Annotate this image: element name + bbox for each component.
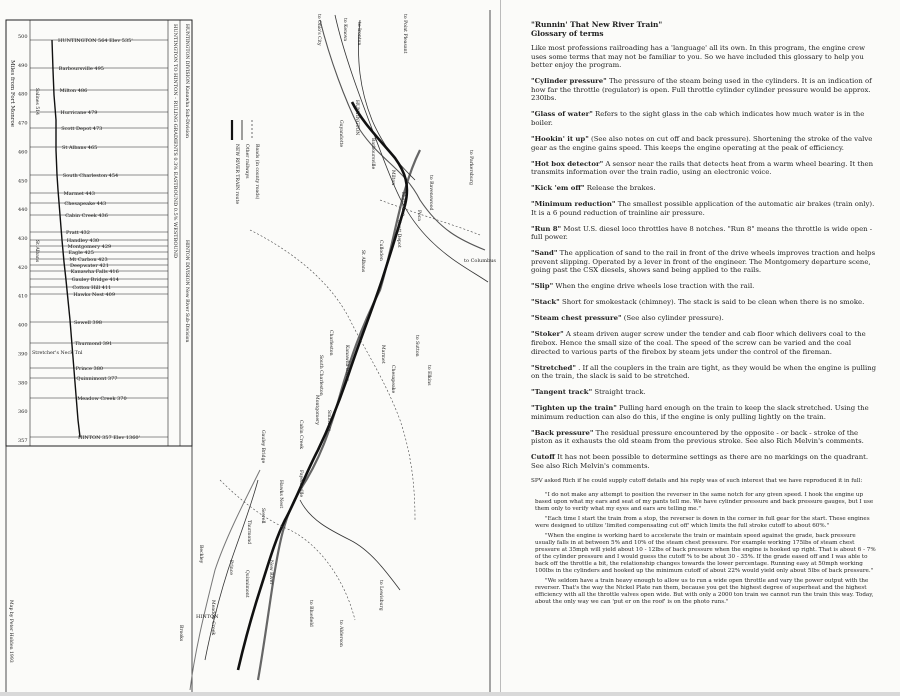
glossary-definition: . If all the couplers in the train are tight, as they would be when the engine is pulling on the train, the slack is said to be stretched. bbox=[531, 363, 877, 381]
station-label: Mt Carbon 423 bbox=[69, 257, 108, 263]
glossary-subtitle: Glossary of terms bbox=[531, 29, 604, 38]
milepost-tick: 410 bbox=[18, 293, 28, 300]
map-place-label: Montgomery bbox=[314, 395, 319, 425]
right-page-glossary bbox=[501, 0, 900, 692]
station-label: Milton 486 bbox=[59, 88, 88, 94]
station-label: Gauley Bridge 414 bbox=[71, 277, 119, 283]
map-place-label: Meadow Creek bbox=[210, 600, 215, 636]
glossary-definition: Refers to the sight glass in the cab which indicates how much water is in the boiler. bbox=[531, 110, 865, 127]
rich-melvin-quote: "Each time I start the train from a stop, the reverser is down in the corner in full gear for the start. These engines were designed to utilize 'limited compensating cut off' which limits the full stroke cutoff to about 60%." bbox=[535, 515, 870, 529]
map-place-label: to Ravenswood bbox=[428, 175, 433, 211]
glossary-entry bbox=[531, 298, 881, 307]
glossary-intro: Like most professions railroading has a 'language' all its own. In this program, the engine crew uses some terms that may not be familiar to you. So we have included this glossary to help you better enjoy the program. bbox=[531, 44, 866, 70]
profile-header-sub2: HINTON DIVISION New River Sub-Division bbox=[184, 240, 189, 343]
station-label: Pratt 432 bbox=[66, 230, 90, 236]
milepost-tick: 490 bbox=[18, 62, 28, 69]
map-place-label: Beckley bbox=[198, 545, 203, 564]
station-label: Chesapeake 443 bbox=[64, 201, 107, 207]
station-label: Marmet 443 bbox=[63, 191, 95, 197]
milepost-tick: 450 bbox=[18, 178, 28, 185]
glossary-quotes bbox=[531, 492, 881, 606]
glossary-term: "Glass of water" bbox=[531, 110, 593, 119]
map-place-label: Sewell bbox=[260, 508, 265, 524]
legend-item: NEW RIVER TRAIN route bbox=[234, 144, 239, 205]
station-label: Cotton Hill 411 bbox=[72, 285, 112, 291]
milepost-tick: 500 bbox=[18, 34, 28, 40]
glossary-definition: Pulling hard enough on the train to keep the slack stretched. Using the minimum reduction can also do this, if the engine is only pulling lightly on the train. bbox=[531, 404, 869, 421]
milepost-tick: 400 bbox=[18, 322, 28, 329]
glossary-definition: Short for smokestack (chimney). The stack is said to be clean when there is no smoke. bbox=[559, 298, 865, 307]
map-credit: Map by Peter Holden 1993 bbox=[8, 600, 13, 663]
glossary-entry bbox=[531, 429, 881, 446]
glossary-term: "Steam chest pressure" bbox=[531, 314, 622, 323]
legend-item: Other railways bbox=[244, 144, 249, 179]
profile-header-main: HUNTINGTON TO HINTON - RULING GRADIENTS 0.3% EASTBOUND 0.5% WESTBOUND bbox=[172, 24, 178, 259]
glossary-definition: Straight track. bbox=[592, 388, 646, 397]
glossary-title: "Runnin' That New River Train" bbox=[531, 20, 663, 29]
milepost-tick: 460 bbox=[18, 149, 28, 156]
station-label: Prince 380 bbox=[75, 366, 104, 372]
glossary-term: "Run 8" bbox=[531, 224, 562, 233]
glossary-definition: The smallest possible application of the automatic air brakes (train only). It is a 6 pound reduction of trainline air pressure. bbox=[531, 200, 875, 217]
map-place-label: to Lewisburg bbox=[378, 580, 383, 611]
station-label: Cabin Creek 436 bbox=[65, 213, 108, 219]
station-label: Handley 430 bbox=[66, 238, 100, 244]
milepost-axis-label: Miles from Fort Monroe bbox=[9, 60, 15, 128]
map-place-label: to Ironton bbox=[356, 22, 361, 46]
station-label: Hurricane 479 bbox=[60, 110, 98, 116]
map-place-label: Poca bbox=[416, 210, 421, 221]
tunnel-label: Stretcher's Neck Tnl bbox=[32, 351, 83, 356]
map-place-label: Gauley Bridge bbox=[260, 430, 265, 464]
map-place-label: Thurmond bbox=[246, 520, 251, 545]
glossary-definition: It has not been possible to determine settings as there are no markings on the quadrant. See also Rich Melvin's comments. bbox=[531, 453, 869, 470]
glossary-entry bbox=[531, 225, 881, 242]
milepost-tick: 360 bbox=[18, 409, 28, 416]
glossary-definition: The application of sand to the rail in front of the drive wheels improves traction and helps prevent slipping. Operated by a lever in front of the engineer. The Montgomery departure scene, going past the CSX diesels, shows sand being applied to the rails. bbox=[531, 249, 876, 275]
glossary-term: "Cylinder pressure" bbox=[531, 77, 607, 86]
station-label: Sewell 398 bbox=[74, 320, 102, 326]
glossary-entry bbox=[531, 249, 881, 275]
glossary-entry bbox=[531, 184, 881, 193]
glossary-entry bbox=[531, 160, 881, 177]
road bbox=[220, 480, 355, 620]
glossary-term: "Stack" bbox=[531, 298, 560, 307]
map-place-label: to Columbus bbox=[464, 258, 496, 264]
other-railway bbox=[300, 500, 400, 590]
map-place-label: Milton bbox=[390, 170, 395, 186]
other-railway bbox=[335, 15, 488, 282]
glossary-term: "Sand" bbox=[531, 249, 558, 258]
glossary-definition: Release the brakes. bbox=[584, 184, 656, 193]
rich-melvin-quote: "When the engine is working hard to accelerate the train or maintain speed against the grade, back pressure usually falls in at between 5% and 10% of the steam chest pressure. For example working 175lbs of steam chest pressure at 35mph will yield about 10 - 12lbs of back pressure when the engine is hooked up right. That is about 6 - 7% of the cylinder pressure and I would guess the cutoff % to be about 30 - 35%. If the grade eased off and I was able to back off the throttle a bit, the relationship changes towards the lower percentage. Running easy at 50mph working 100lbs in the cylinders and hooked up the minimum cutoff of about 22% would yield only about 5lbs of back pressure." bbox=[535, 532, 876, 574]
glossary-term: "Tangent track" bbox=[531, 388, 593, 397]
profile-frame bbox=[6, 20, 192, 446]
glossary-entry bbox=[531, 314, 881, 323]
map-place-label: Kanawha River bbox=[344, 345, 349, 381]
glossary-term: "Tighten up the train" bbox=[531, 404, 617, 413]
map-place-label: Fayetteville bbox=[298, 470, 303, 498]
glossary-definition: The pressure of the steam being used in the cylinders. It is an indication of how far the throttle (regulator) is open. Full throttle cylinder cylinder pressure would be approx. 230lbs. bbox=[531, 77, 872, 103]
map-place-label: Culloden bbox=[378, 240, 383, 261]
station-label: Meadow Creek 370 bbox=[77, 396, 127, 402]
glossary-entry bbox=[531, 77, 881, 103]
station-label: Thurmond 391 bbox=[74, 341, 113, 347]
station-label: Deepwater 421 bbox=[70, 263, 109, 269]
map-place-label: Hawks Nest bbox=[278, 480, 283, 509]
glossary-term: "Hot box detector" bbox=[531, 159, 604, 168]
station-label: Montgomery 429 bbox=[67, 244, 112, 250]
station-label: HUNTINGTON 564 Elev 535' bbox=[58, 38, 133, 44]
map-place-label: to Kenova bbox=[342, 18, 347, 42]
map-place-label: HUNTINGTON bbox=[354, 100, 359, 136]
map-place-label: to Sutton bbox=[414, 335, 419, 357]
station-label: South Charleston 454 bbox=[62, 173, 119, 179]
map-place-label: New River bbox=[268, 560, 273, 585]
map-place-label: Chesapeake bbox=[390, 365, 395, 394]
map-place-label: Quinnimont bbox=[244, 570, 249, 598]
milepost-tick: 357 bbox=[18, 438, 28, 444]
map-place-label: Marmet bbox=[380, 345, 385, 364]
milepost-tick: 390 bbox=[18, 351, 28, 358]
glossary-term: "Hookin' it up" bbox=[531, 134, 589, 143]
station-label: Kanawha Falls 416 bbox=[70, 269, 119, 275]
glossary-definition: The residual pressure encountered by the opposite - or back - stroke of the piston as it exhausts the old steam from the previous stroke. See also Rich Melvin's comments. bbox=[531, 428, 864, 446]
map-place-label: to Ohio's City bbox=[316, 14, 321, 46]
map-place-label: Barboursville bbox=[370, 138, 375, 170]
map-place-label: Prince bbox=[228, 560, 233, 576]
station-label: HINTON 357 Elev 1360' bbox=[78, 435, 140, 441]
glossary-term: "Kick 'em off" bbox=[531, 184, 585, 193]
map-place-label: to Alderson bbox=[338, 620, 343, 647]
glossary-term: "Minimum reduction" bbox=[531, 200, 616, 209]
map-place-label: Guyandotte bbox=[338, 120, 343, 148]
map-place-label: Smithers bbox=[326, 410, 331, 432]
glossary-definition: (See also notes on cut off and back pressure). Shortening the stroke of the valve gear as the engine gains speed. This keeps the engine operating at the peak of efficiency. bbox=[531, 134, 873, 152]
milepost-tick: 440 bbox=[18, 207, 28, 214]
map-place-label: Hurricane bbox=[400, 192, 405, 216]
map-place-label: Charleston bbox=[328, 330, 333, 356]
glossary-definition: A steam driven auger screw under the tender and cab floor which delivers coal to the firebox. Hence the small size of the coal. The speed of the screw can be varied and the coal directed to various parts of the firebox by steam jets under the control of the fireman. bbox=[531, 330, 866, 356]
station-label: Scott Depot 473 bbox=[61, 126, 103, 132]
profile-side-label: Salines 514 bbox=[34, 88, 39, 116]
station-label: Barboursville 495 bbox=[58, 66, 104, 72]
glossary-definition: Most U.S. diesel loco throttles have 8 notches. "Run 8" means the throttle is wide open - full power. bbox=[531, 224, 873, 242]
milepost-tick: 470 bbox=[18, 120, 28, 127]
glossary-entry bbox=[531, 404, 881, 421]
station-label: Hawks Nest 409 bbox=[73, 292, 116, 298]
glossary-definition: When the engine drive wheels lose traction with the rail. bbox=[553, 282, 755, 291]
glossary-column bbox=[531, 20, 881, 609]
glossary-entry bbox=[531, 135, 881, 152]
glossary-note: SPV asked Rich if he could supply cutoff details and his reply was of such interest that we have reproduced it in full: bbox=[531, 477, 863, 484]
glossary-heading bbox=[531, 20, 881, 38]
map-place-label: to Bluefield bbox=[308, 600, 313, 627]
glossary-entry bbox=[531, 453, 881, 470]
map-place-label: Scott Depot bbox=[396, 220, 401, 248]
glossary-term: Cutoff bbox=[531, 453, 555, 462]
map-place-label: Cabin Creek bbox=[298, 420, 303, 450]
milepost-tick: 420 bbox=[18, 264, 28, 271]
glossary-entry bbox=[531, 110, 881, 127]
map-legend bbox=[232, 120, 261, 204]
glossary-entry bbox=[531, 330, 881, 356]
station-label: St Albans 465 bbox=[62, 145, 98, 151]
glossary-entry bbox=[531, 364, 881, 381]
rich-melvin-quote: "I do not make any attempt to position the reverser in the same notch for any given speed. I hook the engine up based upon what my ears and seat of my pants tell me. We have cylinder pressure and back pressure gauges, but I use them only to verify what my eyes and ears are telling me." bbox=[535, 491, 874, 512]
glossary-entry bbox=[531, 282, 881, 291]
glossary-term: "Stretched" bbox=[531, 363, 576, 372]
station-label: Quinnimont 377 bbox=[76, 376, 118, 382]
milepost-tick: 430 bbox=[18, 236, 28, 242]
milepost-tick: 480 bbox=[18, 91, 28, 98]
map-place-label: to Elkins bbox=[426, 365, 431, 386]
station-label: Eagle 425 bbox=[68, 250, 94, 256]
rich-melvin-quote: "We seldom have a train heavy enough to allow us to run a wide open throttle and vary the power output with the reverser. That's the way the Nickel Plate ran them, because you get the highest degree of superheat and the highest efficiency with all the throttle valves open wide. But with only a 2000 ton train we cannot run the train this way. Today, about the only way we can 'put er on the roof' is on the photo runs." bbox=[535, 577, 874, 605]
profile-side-label: St Albans bbox=[34, 240, 39, 263]
legend-item: Roads (in county roads) bbox=[254, 144, 259, 200]
map-place-label: Brooks bbox=[178, 625, 183, 642]
map-place-label: to Point Pleasant bbox=[402, 14, 407, 54]
profile-header-sub: HUNTINGTON DIVISION Kanawha Sub-Division bbox=[184, 24, 189, 138]
glossary-entries bbox=[531, 77, 881, 470]
milepost-tick: 380 bbox=[18, 380, 28, 387]
map-place-label: HINTON bbox=[196, 614, 219, 620]
map-place-label: South Charleston bbox=[318, 355, 323, 396]
glossary-definition: (See also cylinder pressure). bbox=[621, 314, 724, 323]
glossary-definition: A sensor near the rails that detects heat from a warm wheel bearing. It then transmits information over the train radio, using an electronic voice. bbox=[531, 159, 874, 177]
glossary-term: "Slip" bbox=[531, 282, 554, 291]
glossary-entry bbox=[531, 200, 881, 217]
kanawha-new-river bbox=[258, 150, 420, 680]
glossary-term: "Stoker" bbox=[531, 330, 564, 339]
glossary-term: "Back pressure" bbox=[531, 428, 594, 437]
map-place-label: St Albans bbox=[360, 250, 365, 273]
glossary-entry bbox=[531, 388, 881, 397]
map-place-label: to Parkersburg bbox=[468, 150, 473, 185]
